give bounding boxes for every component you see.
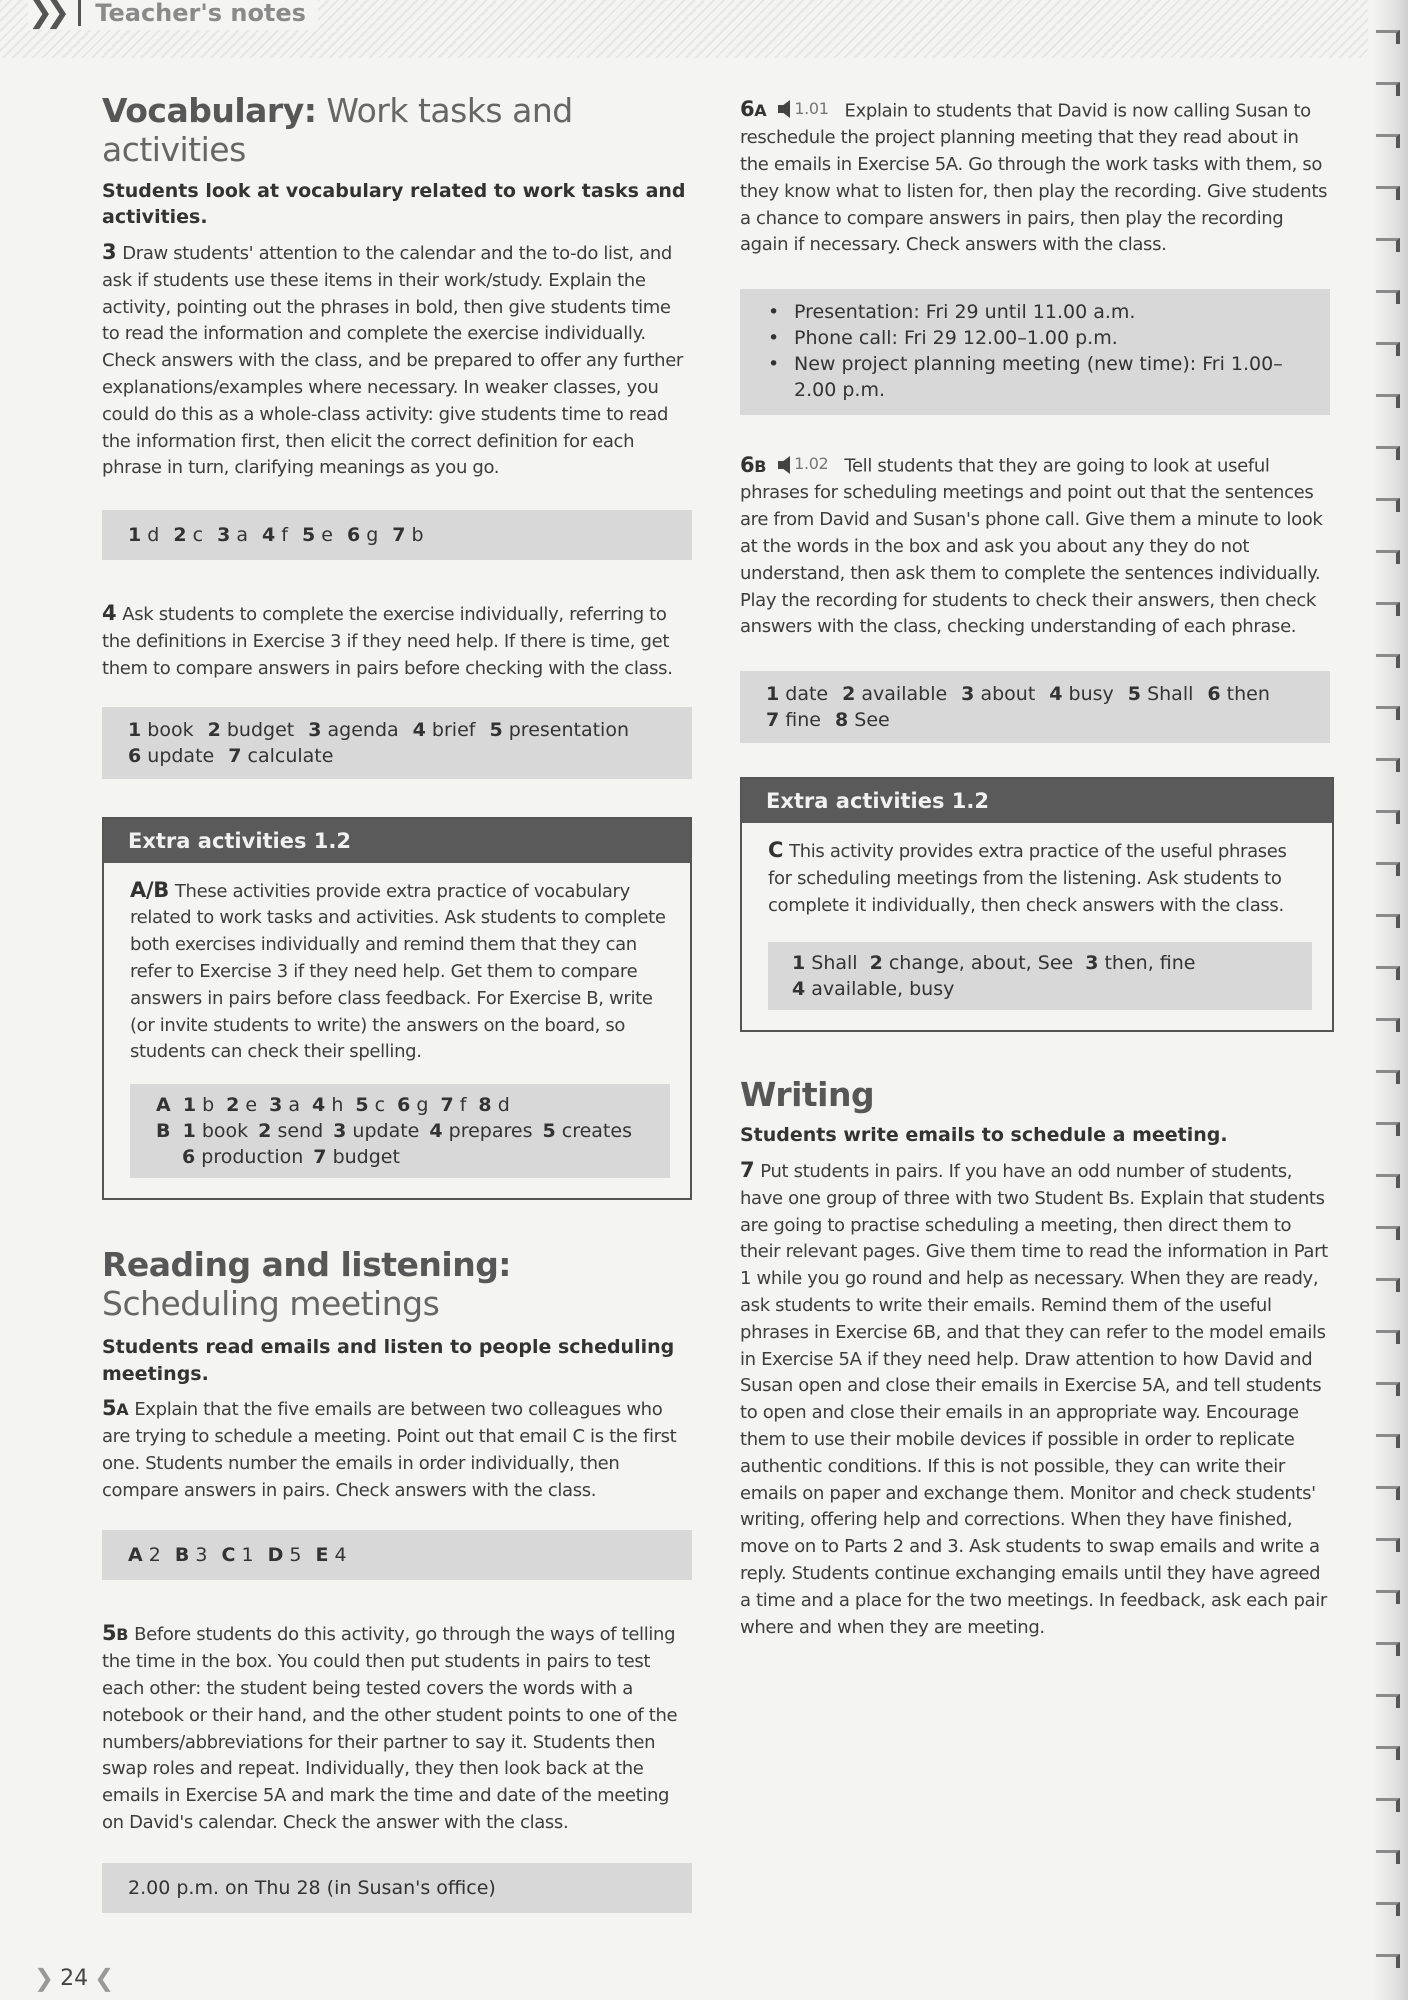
- binding-ring: [1376, 342, 1400, 356]
- answer-item: 2 e: [226, 1094, 258, 1117]
- answer-item: 5 Shall: [1127, 683, 1194, 706]
- double-chevron-icon: ❯❯: [28, 0, 63, 30]
- exercise-7-text: 7 Put students in pairs. If you have an odd number of students, have one group of three with two Student Bs. Explain that students are going to practise scheduling a meeting, then direct them to their relevant pages. Give them time to read the information in Part 1 while you go round and help as necessary. When they are ready, ask students to write their emails. Remind them of the useful phrases in Exercise 6B, and that they can refer to the model emails in Exercise 5A if they need help. Draw attention to how David and Susan open and close their emails in Exercise 5A, and tell students to open and close their emails in an appropriate way. Encourage them to use their mobile devices if possible in order to replicate authentic conditions. If this is not possible, they can write their emails on paper and exchange them. Monitor and check students' writing, offering help and corrections. When they have finished, move on to Parts 2 and 3. Ask students to swap emails and write a reply. Students continue exchanging emails until they have agreed a time and a place for the two meetings. In feedback, ask each pair where and when they are meeting.: [740, 1158, 1328, 1638]
- answer-item: A 2: [128, 1544, 161, 1567]
- binding-ring: [1376, 654, 1400, 668]
- answer-item: D 5: [267, 1544, 302, 1567]
- answer-item: E 4: [315, 1544, 347, 1567]
- running-header: [28, 0, 318, 30]
- vocabulary-heading: Vocabulary: Work tasks and activities: [102, 91, 573, 169]
- answer-item: 4 prepares: [429, 1120, 533, 1143]
- answer-item: 6 g: [397, 1094, 429, 1117]
- writing-lead: Students write emails to schedule a meeting.: [740, 1124, 1228, 1147]
- answer-item: 1 book: [128, 718, 194, 741]
- extra-c-text: C This activity provides extra practice of the useful phrases for scheduling meetings from the listening. Ask students to complete it individually, then check answers with the class.: [768, 838, 1287, 916]
- binding-ring: [1376, 1694, 1400, 1708]
- answer-item: 1 book: [182, 1120, 249, 1143]
- audio-track-6b: 1.02: [778, 451, 828, 478]
- exercise-3-text: 3 Draw students' attention to the calendar and the to-do list, and ask if students use these items in their work/study. Explain the activity, pointing out the phrases in bold, then give students time to read the information and complete the exercise individually. Check answers with the class, and be prepared to offer any further explanations/examples where necessary. In weaker classes, you could do this as a whole-class activity: give students time to read the information first, then elicit the correct definition for each phrase in turn, clarifying meanings as you go.: [102, 240, 683, 479]
- header-title: Teacher's notes: [95, 0, 306, 27]
- answer-item: 2 budget: [207, 718, 295, 741]
- exercise-4-text: 4 Ask students to complete the exercise individually, referring to the definitions in Exercise 3 if they need help. If there is time, get them to compare answers in pairs before checking with the class.: [102, 601, 673, 679]
- binding-ring: [1376, 550, 1400, 564]
- vocabulary-lead: Students look at vocabulary related to work tasks and activities.: [102, 179, 686, 229]
- answer-item: 3 about: [961, 683, 1036, 706]
- binding-ring: [1376, 602, 1400, 616]
- binding-ring: [1376, 1642, 1400, 1656]
- extra-activities-box-left: [102, 817, 692, 1201]
- answer-item: 6 update: [128, 744, 215, 767]
- writing-heading: Writing: [740, 1074, 875, 1114]
- binding-ring: [1376, 1850, 1400, 1864]
- audio-track-6a: 1.01: [778, 96, 828, 123]
- answer-item: 2 available: [842, 683, 948, 706]
- answer-item: 7 budget: [313, 1146, 400, 1169]
- reading-lead: Students read emails and listen to people scheduling meetings.: [102, 1336, 675, 1385]
- binding-ring: [1376, 1174, 1400, 1188]
- left-column: [102, 92, 692, 1913]
- exercise-5a-text: 5A Explain that the five emails are between two colleagues who are trying to schedule a meeting. Point out that email C is the first one. Students number the emails in order individually, then compare answers in pairs. Check answers with the class.: [102, 1396, 677, 1501]
- answer-item: 2 change, about, See: [869, 951, 1074, 974]
- answer-item: 5 c: [355, 1094, 386, 1117]
- speaker-icon: [778, 100, 790, 118]
- binding-ring: [1376, 394, 1400, 408]
- binding-ring: [1376, 1382, 1400, 1396]
- extra-c-answers: [768, 942, 1312, 1010]
- exercise-6b-answers: [740, 671, 1330, 743]
- page-footer: [34, 1964, 114, 1992]
- binding-ring: [1376, 758, 1400, 772]
- binding-ring: [1376, 1330, 1400, 1344]
- binding-ring: [1376, 290, 1400, 304]
- extra-activities-title: Extra activities 1.2: [742, 779, 1332, 823]
- binding-ring: [1376, 1486, 1400, 1500]
- binding-ring: [1376, 82, 1400, 96]
- exercise-6b-text: 6B 1.02 Tell students that they are going to look at useful phrases for scheduling meetings and point out that the sentences are from David and Susan's phone call. Give them a minute to look at the words in the box and ask you about any they do not understand, then ask them to complete the sentences individually. Play the recording for students to check their answers, then check answers with the class, checking understanding of each phrase.: [740, 452, 1323, 638]
- answer-item: 3 agenda: [308, 718, 399, 741]
- binding-ring: [1376, 1434, 1400, 1448]
- answer-item: 1 b: [182, 1094, 215, 1117]
- binding-ring: [1376, 1018, 1400, 1032]
- answer-item: 3 a: [217, 524, 248, 547]
- answer-item: 1 date: [766, 683, 829, 706]
- answer-item: 7 calculate: [228, 744, 334, 767]
- binding-ring: [1376, 1902, 1400, 1916]
- extra-ab-text: A/B These activities provide extra practice of vocabulary related to work tasks and activities. Ask students to complete both exercises individually and remind them that they can refer to Exercise 3 if they need help. Get them to compare answers in pairs before class feedback. For Exercise B, write (or invite students to write) the answers on the board, so students can check their spelling.: [130, 877, 666, 1063]
- answer-item: 4 busy: [1049, 683, 1114, 706]
- answer-bullet: • Presentation: Fri 29 until 11.00 a.m.: [766, 299, 1304, 325]
- binding-ring: [1376, 966, 1400, 980]
- answer-item: 2 c: [173, 524, 204, 547]
- exercise-5b-answer: 2.00 p.m. on Thu 28 (in Susan's office): [102, 1863, 692, 1913]
- binding-ring: [1376, 914, 1400, 928]
- answer-item: 7 f: [440, 1094, 467, 1117]
- right-column: [740, 96, 1330, 1641]
- speaker-icon: [778, 456, 790, 474]
- answer-item: 8 See: [834, 709, 890, 732]
- binding-ring: [1376, 1070, 1400, 1084]
- binding-ring: [1376, 1278, 1400, 1292]
- answer-item: 3 a: [269, 1094, 301, 1117]
- reading-listening-heading: Reading and listening: Scheduling meetings: [102, 1245, 512, 1324]
- binding-ring: [1376, 134, 1400, 148]
- answer-item: 4 available, busy: [792, 977, 955, 1000]
- exercise-5a-answers: [102, 1530, 692, 1580]
- answer-bullet: • Phone call: Fri 29 12.00–1.00 p.m.: [766, 325, 1304, 351]
- binding-ring: [1376, 1538, 1400, 1552]
- extra-activities-box-right: [740, 777, 1334, 1031]
- answer-item: C 1: [221, 1544, 254, 1567]
- answer-item: 7 b: [392, 524, 424, 547]
- answer-item: 5 presentation: [489, 718, 630, 741]
- binding-ring: [1376, 1590, 1400, 1604]
- page-number: 24: [60, 1965, 89, 1991]
- extra-activities-title: Extra activities 1.2: [104, 819, 690, 863]
- binding-ring: [1376, 498, 1400, 512]
- answer-item: 1 d: [128, 524, 160, 547]
- answer-item: 7 fine: [766, 709, 821, 732]
- binding-ring: [1376, 706, 1400, 720]
- binding-ring: [1376, 1226, 1400, 1240]
- binding-ring: [1376, 30, 1400, 44]
- exercise-5b-text: 5B Before students do this activity, go through the ways of telling the time in the box. You could then put students in pairs to test each other: the student being tested covers the words with a notebook or their hand, and the other student points to one of the numbers/abbreviations for their partner to say it. Students then swap roles and repeat. Individually, they then look back at the emails in Exercise 5A and mark the time and date of the meeting on David's calendar. Check the answer with the class.: [102, 1621, 678, 1834]
- binding-ring: [1376, 1746, 1400, 1760]
- exercise-3-answers: [102, 510, 692, 560]
- binding-ring: [1376, 810, 1400, 824]
- answer-item: 2 send: [258, 1120, 324, 1143]
- binding-ring: [1376, 862, 1400, 876]
- answer-item: 6 production: [182, 1146, 304, 1169]
- answer-item: 4 brief: [412, 718, 476, 741]
- extra-ab-answers: A 1 b 2 e 3 a 4 h 5 c 6 g 7 f 8 d B 1 book 2 send 3 update 4 prepares 5 creates 6 production 7 budget: [130, 1084, 670, 1178]
- answer-item: 1 Shall: [792, 951, 858, 974]
- binding-ring: [1376, 1954, 1400, 1968]
- spiral-binding: [1372, 0, 1408, 2000]
- binding-ring: [1376, 238, 1400, 252]
- answer-item: 4 f: [262, 524, 288, 547]
- exercise-6a-text: 6A 1.01 Explain to students that David is now calling Susan to reschedule the project planning meeting that they read about in the emails in Exercise 5A. Go through the work tasks with them, so they know what to listen for, then play the recording. Give students a chance to compare answers in pairs, then play the recording again if necessary. Check answers with the class.: [740, 97, 1328, 256]
- answer-bullet: • New project planning meeting (new time): Fri 1.00–2.00 p.m.: [766, 351, 1304, 403]
- exercise-6a-answers: [740, 289, 1330, 415]
- chevron-right-icon: ❯: [34, 1964, 55, 1992]
- header-divider: [78, 0, 81, 26]
- answer-item: 3 then, fine: [1085, 951, 1196, 974]
- binding-ring: [1376, 1122, 1400, 1136]
- binding-ring: [1376, 186, 1400, 200]
- binding-ring: [1376, 1798, 1400, 1812]
- chevron-left-icon: ❮: [94, 1964, 115, 1992]
- exercise-4-answers: [102, 707, 692, 779]
- answer-item: 6 then: [1207, 683, 1270, 706]
- answer-item: 5 creates: [542, 1120, 632, 1143]
- answer-item: 4 h: [312, 1094, 344, 1117]
- answer-item: 6 g: [346, 524, 379, 547]
- answer-item: B 3: [174, 1544, 208, 1567]
- answer-item: 5 e: [301, 524, 333, 547]
- answer-item: 8 d: [478, 1094, 510, 1117]
- answer-item: 3 update: [333, 1120, 420, 1143]
- binding-ring: [1376, 446, 1400, 460]
